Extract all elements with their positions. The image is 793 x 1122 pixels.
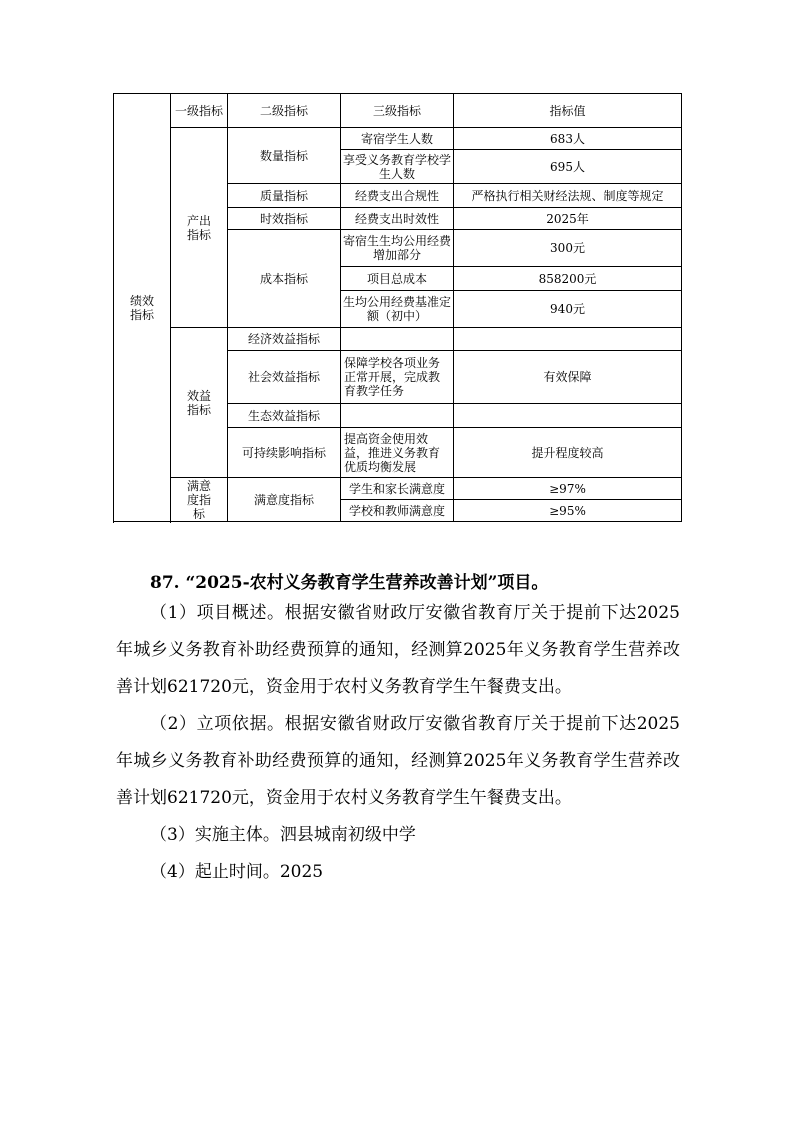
satisfaction-indicator-label: 满意度指标 [171, 478, 228, 522]
table-cell: ≥97% [454, 478, 682, 500]
table-cell: 提升程度较高 [454, 428, 682, 478]
table-cell: 有效保障 [454, 351, 682, 404]
document-body [116, 595, 680, 891]
table-cell: 享受义务教育学校学生人数 [341, 150, 454, 184]
table-cell: 寄宿学生人数 [341, 128, 454, 150]
economic-indicator: 经济效益指标 [228, 328, 341, 351]
performance-table [113, 93, 682, 522]
paragraph-basis: （2）立项依据。根据安徽省财政厅安徽省教育厅关于提前下达2025年城乡义务教育补助经费预算的通知，经测算2025年义务教育学生营养改善计划621720元，资金用于农村义务教育学生午餐费支出。 [116, 714, 680, 808]
table-cell: 940元 [454, 291, 682, 328]
table-cell: 寄宿生生均公用经费增加部分 [341, 230, 454, 267]
table-cell: 生均公用经费基准定额（初中） [341, 291, 454, 328]
cost-indicator: 成本指标 [228, 230, 341, 328]
table-cell [454, 328, 682, 351]
table-cell: ≥95% [454, 500, 682, 522]
paragraph-overview: （1）项目概述。根据安徽省财政厅安徽省教育厅关于提前下达2025年城乡义务教育补助经费预算的通知，经测算2025年义务教育学生营养改善计划621720元，资金用于农村义务教育学生午餐费支出。 [116, 603, 680, 697]
performance-indicator-label: 绩效指标 [114, 94, 171, 522]
table-cell: 学生和家长满意度 [341, 478, 454, 500]
table-cell [341, 404, 454, 428]
table-cell: 858200元 [454, 267, 682, 291]
social-indicator: 社会效益指标 [228, 351, 341, 404]
quantity-indicator: 数量指标 [228, 128, 341, 184]
header-level3: 三级指标 [341, 94, 454, 128]
table-cell: 提高资金使用效益，推进义务教育优质均衡发展 [341, 428, 454, 478]
table-cell: 2025年 [454, 208, 682, 230]
timeliness-indicator: 时效指标 [228, 208, 341, 230]
sustain-indicator: 可持续影响指标 [228, 428, 341, 478]
table-cell: 经费支出时效性 [341, 208, 454, 230]
paragraph-implementer: （3）实施主体。泗县城南初级中学 [150, 825, 416, 845]
satisfaction-sub-indicator: 满意度指标 [228, 478, 341, 522]
quality-indicator: 质量指标 [228, 184, 341, 208]
table-cell: 300元 [454, 230, 682, 267]
table-cell: 695人 [454, 150, 682, 184]
output-indicator-label: 产出指标 [171, 128, 228, 328]
table-cell: 严格执行相关财经法规、制度等规定 [454, 184, 682, 208]
table-cell: 683人 [454, 128, 682, 150]
table-cell [341, 328, 454, 351]
project-heading: 87. “2025-农村义务教育学生营养改善计划”项目。 [150, 573, 549, 593]
header-value: 指标值 [454, 94, 682, 128]
table-cell: 保障学校各项业务正常开展，完成教育教学任务 [341, 351, 454, 404]
table-cell: 项目总成本 [341, 267, 454, 291]
header-level1: 一级指标 [171, 94, 228, 128]
eco-indicator: 生态效益指标 [228, 404, 341, 428]
header-level2: 二级指标 [228, 94, 341, 128]
benefit-indicator-label: 效益指标 [171, 328, 228, 478]
paragraph-period: （4）起止时间。2025 [150, 862, 324, 882]
table-cell: 学校和教师满意度 [341, 500, 454, 522]
table-cell: 经费支出合规性 [341, 184, 454, 208]
table-cell [454, 404, 682, 428]
